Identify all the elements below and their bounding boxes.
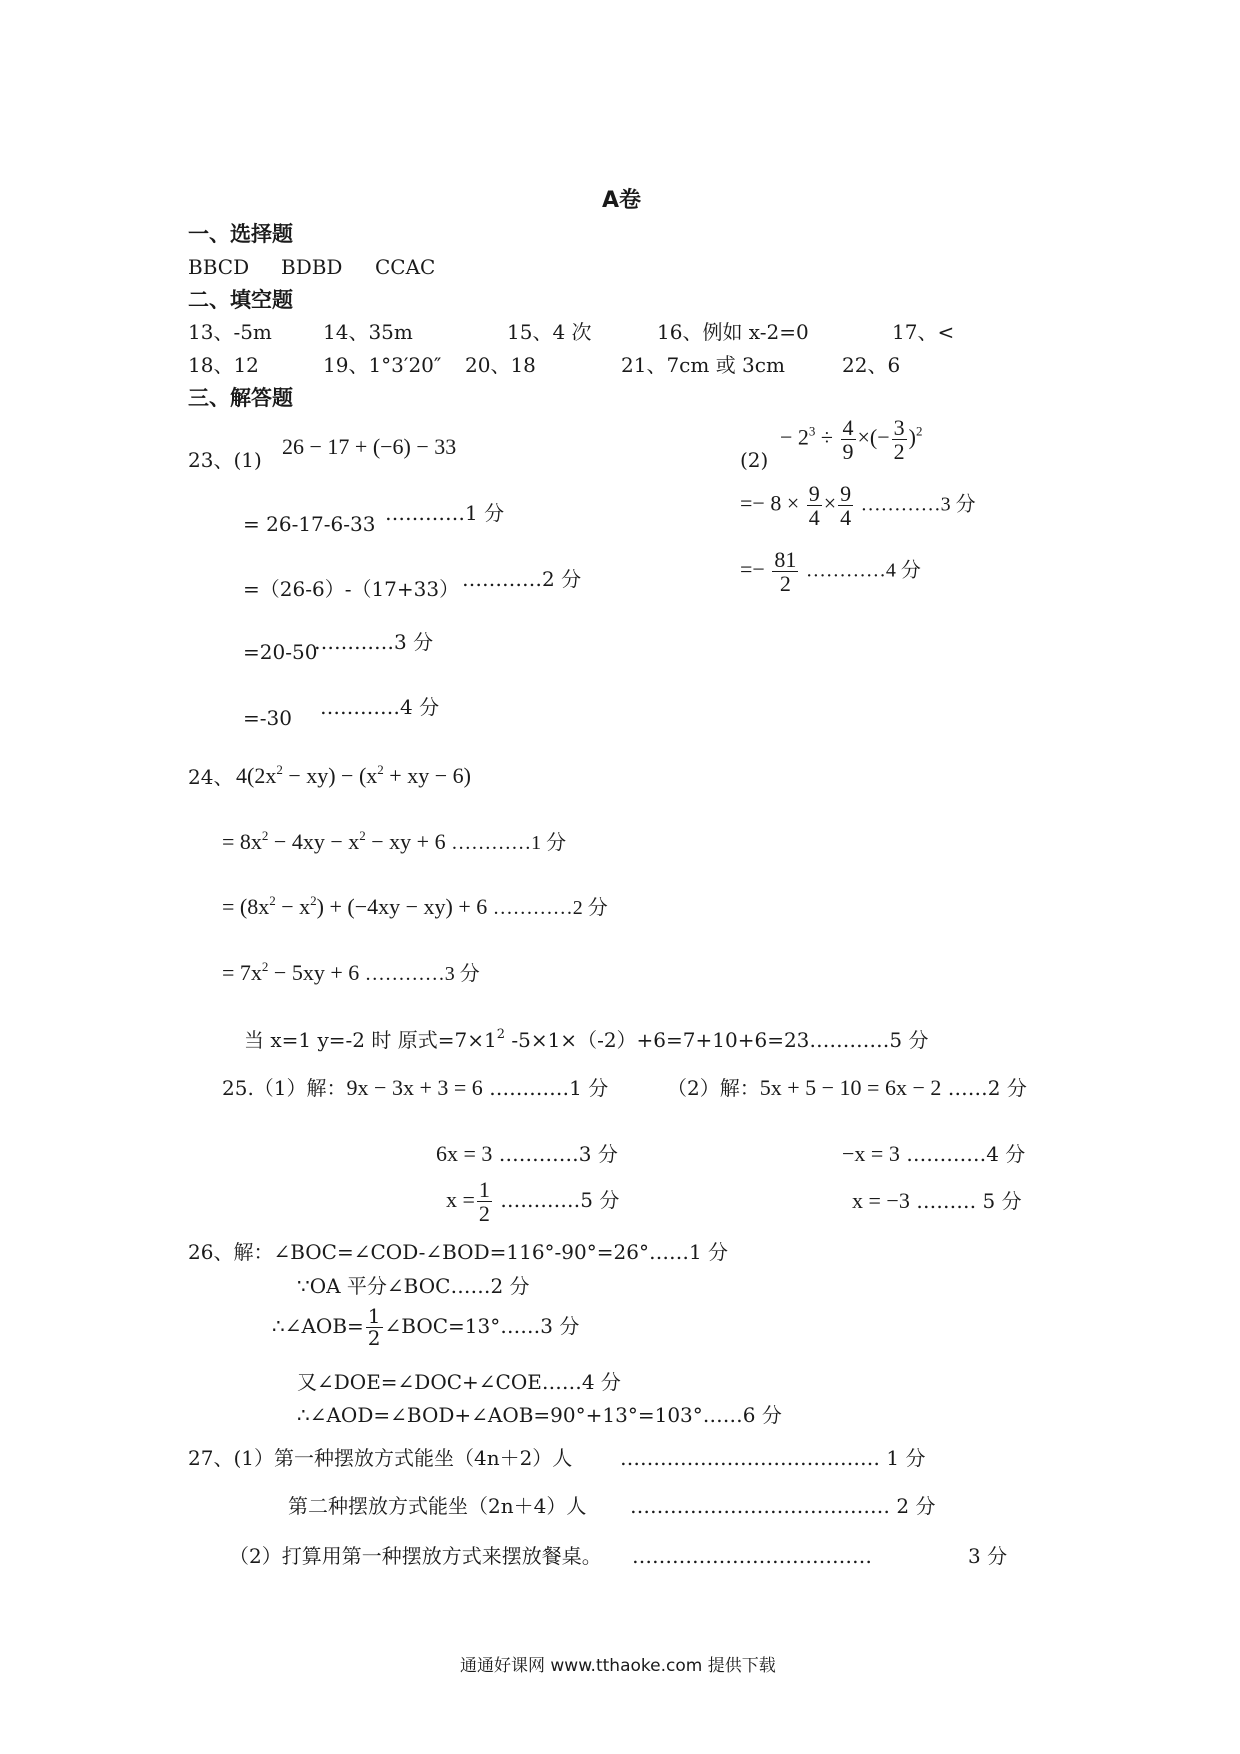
q23-part2-step-1: =− 8 × $\frac{9}{4}$ × $\frac{9}{4}$ …………3 分 (740, 481, 976, 531)
choice-answers-3: CCAC (375, 255, 436, 279)
q23-step-1-mark: …………1 分 (385, 501, 505, 525)
footer-source: 通通好课网 www.tthaoke.com 提供下载 (460, 1656, 776, 1676)
q27-part1-line-1-mark: ………………………………… 1 分 (620, 1446, 926, 1470)
q27-part2-dots: ……………………………… (632, 1544, 872, 1568)
q24-expression: $4(2x^2 - xy) - (x^2$ + xy − 6) (236, 762, 471, 788)
fill-answer-19: 19、1°3′20″ (323, 353, 442, 377)
q23-part1-expression: 26 − 17 + (−6) − 33 (282, 434, 457, 459)
q25-part2-step-2: −x = 3 …………4 分 (842, 1141, 1026, 1166)
section-heading-choice: 一、选择题 (188, 222, 293, 246)
q26-line-4: 又∠DOE=∠DOC+∠COE……4 分 (297, 1370, 621, 1394)
section-heading-fill: 二、填空题 (188, 288, 293, 312)
fill-answer-18: 18、12 (188, 353, 259, 377)
q26-line-5: ∴∠AOD=∠BOD+∠AOB=90°+13°=103°……6 分 (297, 1403, 782, 1427)
q25-part1-step-2: 6x = 3 …………3 分 (436, 1141, 618, 1166)
q27-part1-line-2-mark: ………………………………… 2 分 (630, 1494, 936, 1518)
q24-label: 24、 (188, 765, 234, 789)
fill-answer-21: 21、7cm 或 3cm (621, 353, 785, 377)
q26-line-3: ∴∠AOB= $\frac{1}{2}$ ∠BOC=13°……3 分 (272, 1304, 580, 1350)
q23-step-4-mark: …………4 分 (320, 695, 440, 719)
q23-step-3: =20-50 (243, 640, 318, 664)
choice-answers-2: BDBD (281, 255, 343, 279)
q23-part1-label: 23、(1) (188, 448, 262, 472)
fill-answer-15: 15、4 次 (507, 320, 592, 344)
q25-part2: （2）解：5x + 5 − 10 = 6x − 2 ……2 分 (667, 1075, 1027, 1100)
q26-line-1: 26、解：∠BOC=∠COD-∠BOD=116°-90°=26°……1 分 (188, 1240, 729, 1264)
q23-part2-label: (2) (740, 448, 769, 472)
q23-step-1: = 26-17-6-33 (243, 512, 376, 536)
q25-part2-step-3: x = −3 ……… 5 分 (852, 1188, 1022, 1213)
q27-part2: （2）打算用第一种摆放方式来摆放餐桌。 (229, 1544, 602, 1568)
fill-answer-16: 16、例如 x-2=0 (657, 320, 809, 344)
q25-part1: 25.（1）解：9x − 3x + 3 = 6 …………1 分 (222, 1075, 609, 1100)
q24-step-2: = $(8x^2 - x^2) + (-4xy - xy) + 6$ …………2 分 (222, 893, 608, 919)
q27-part1-line-1: 27、(1）第一种摆放方式能坐（4n＋2）人 (188, 1446, 573, 1470)
fill-answer-13: 13、-5m (188, 320, 272, 344)
section-heading-solve: 三、解答题 (188, 386, 293, 410)
q23-part2-expression: − $2^3$ ÷ $\frac{4}{9}$ ×(− $\frac{3}{2}$ )$^2$ (780, 415, 923, 465)
q23-step-3-mark: …………3 分 (314, 630, 434, 654)
fill-answer-22: 22、6 (842, 353, 901, 377)
paper-title: A卷 (602, 188, 642, 213)
q24-step-1: = $8x^2 - 4xy - x^2$ − xy + 6 …………1 分 (222, 828, 567, 854)
fill-answer-20: 20、18 (465, 353, 536, 377)
q27-part1-line-2: 第二种摆放方式能坐（2n＋4）人 (288, 1494, 587, 1518)
q23-part2-step-2: =− $\frac{81}{2}$ …………4 分 (740, 547, 921, 597)
fill-answer-14: 14、35m (323, 320, 413, 344)
q25-part1-step-3: x = $\frac{1}{2}$ …………5 分 (446, 1177, 620, 1227)
q23-step-2-mark: …………2 分 (462, 567, 582, 591)
q27-part2-score: 3 分 (968, 1544, 1008, 1568)
fill-answer-17: 17、< (892, 320, 955, 344)
choice-answers-1: BBCD (188, 255, 250, 279)
q24-evaluation: 当 x=1 y=-2 时 原式$=7\times 1^2$ -5×1×（-2）+6=7+10+6=23…………5 分 (244, 1027, 929, 1052)
q26-line-2: ∵OA 平分∠BOC……2 分 (297, 1274, 530, 1298)
q23-step-4: =-30 (243, 706, 292, 730)
q24-step-3: = $7x^2 - 5xy + 6$ …………3 分 (222, 959, 480, 985)
q23-step-2: =（26-6）-（17+33） (243, 577, 460, 601)
